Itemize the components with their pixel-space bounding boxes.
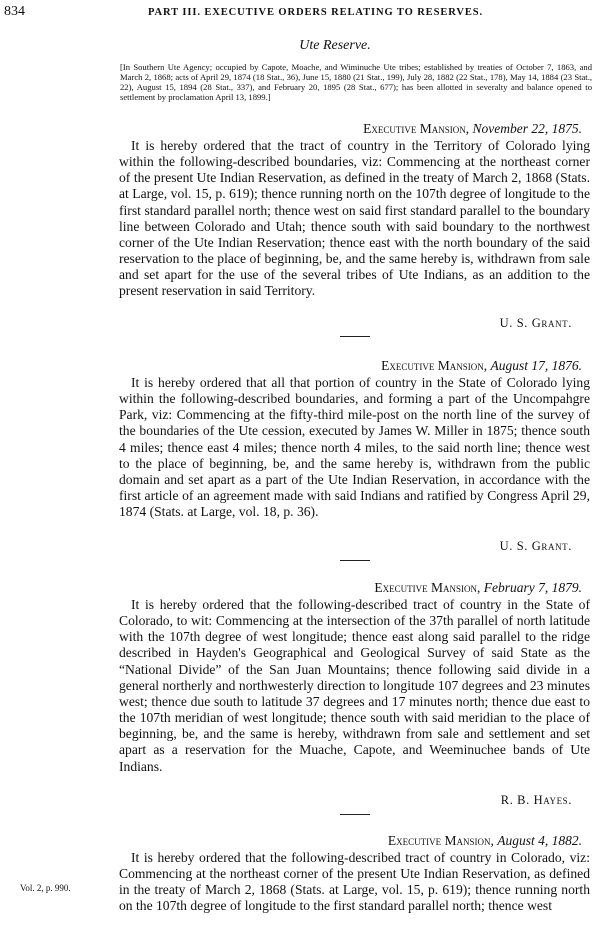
order-3-date: February 7, 1879. [483, 580, 582, 595]
order-4-dateline [388, 833, 582, 849]
order-1-place: Executive Mansion, [363, 121, 470, 136]
section-title: Ute Reserve. [299, 38, 371, 53]
divider [340, 336, 370, 337]
bracket-note: [In Southern Ute Agency; occupied by Capote, Moache, and Wiminuche Ute tribes; established by treaties of October 7, 1863, and March 2, 1868; acts of April 29, 1874 (18 Stat., 36), June 15, 1880 (21 Stat., 199), July 28, 1882 (22 Stat., 178), May 14, 1884 (23 Stat., 22), August 15, 1894 (28 Stat., 337), and February 20, 1895 (28 Stat., 677); has been allotted in severalty and balance opened to settlement by proclamation April 13, 1899.] [120, 62, 592, 102]
order-4-text: It is hereby ordered that the following-described tract of country in Colorado, viz: Commencing at the northeast corner of the present Ute Indian Reservation, as defined in the treaty of March 2, 1868 (Stats. at Large, vol. 15, p. 619); thence running north on the 107th degree of longitude to the first standard parallel north; thence west [119, 850, 590, 914]
divider [340, 814, 370, 815]
order-4-date: August 4, 1882. [497, 833, 582, 848]
divider [340, 560, 370, 561]
order-1-date: November 22, 1875. [472, 121, 582, 136]
order-3-dateline [374, 580, 582, 596]
order-2-dateline [381, 358, 582, 374]
order-1-text: It is hereby ordered that the tract of country in the Territory of Colorado lying within the following-described boundaries, viz: Commencing at the northeast corner of the present Ute Indian Reservation, as defined in the treaty of March 2, 1868 (Stats. at Large, vol. 15, p. 619); thence running north on the 107th degree of longitude to the first standard parallel north; thence west on said first standard parallel to the boundary line between Colorado and Utah; thence south with said boundary to the northwest corner of the Ute Indian Reservation; thence east with the north boundary of the said reservation to the place of beginning, be, and the same hereby is, withdrawn from sale and set apart for the use of the several tribes of Ute Indians, as an addition to the present reservation in said Territory. [119, 138, 590, 299]
order-3-place: Executive Mansion, [374, 580, 481, 595]
order-3-signature: R. B. Hayes. [500, 793, 572, 807]
order-2-place: Executive Mansion, [381, 358, 488, 373]
running-head: PART III. EXECUTIVE ORDERS RELATING TO RESERVES. [148, 7, 483, 18]
order-2-date: August 17, 1876. [490, 358, 582, 373]
side-note: Vol. 2, p. 990. [20, 883, 71, 893]
order-2-text: It is hereby ordered that all that portion of country in the State of Colorado lying within the following-described boundaries, and forming a part of the Uncompahgre Park, viz: Commencing at the fifty-third mile-post on the north line of the survey of the boundaries of the Ute cession, executed by James W. Miller in 1875; thence south 4 miles; thence east 4 miles; thence north 4 miles, to the said north line; thence west to the place of beginning, be, and the same hereby is, withdrawn from the public domain and set apart as a part of the Ute Indian Reservation, in accordance with the first article of an agreement made with said Indians and ratified by Congress April 29, 1874 (Stats. at Large, vol. 18, p. 36). [119, 375, 590, 520]
order-1-signature: U. S. Grant. [499, 316, 572, 330]
order-4-place: Executive Mansion, [387, 833, 494, 848]
page-number: 834 [4, 4, 25, 19]
order-3-text: It is hereby ordered that the following-described tract of country in the State of Colorado, to wit: Commencing at the intersection of the 37th parallel of north latitude with the 107th degree of west longitude; thence east along said parallel to the ridge described in Hayden's Geographical and Geological Survey of said State as the “National Divide” of the San Juan Mountains; thence following said divide in a general northerly and northwesterly direction to longitude 107 degrees and 23 minutes west; thence due south to latitude 37 degrees and 17 minutes north; thence due east to the 107th meridian of west longitude; thence south with said meridian to the place of beginning, be, and the same is hereby, withdrawn from sale and settlement and set apart as a reservation for the Muache, Capote, and Weeminuchee bands of Ute Indians. [119, 597, 590, 774]
order-2-signature: U. S. Grant. [499, 539, 572, 553]
order-1-dateline [363, 121, 582, 137]
